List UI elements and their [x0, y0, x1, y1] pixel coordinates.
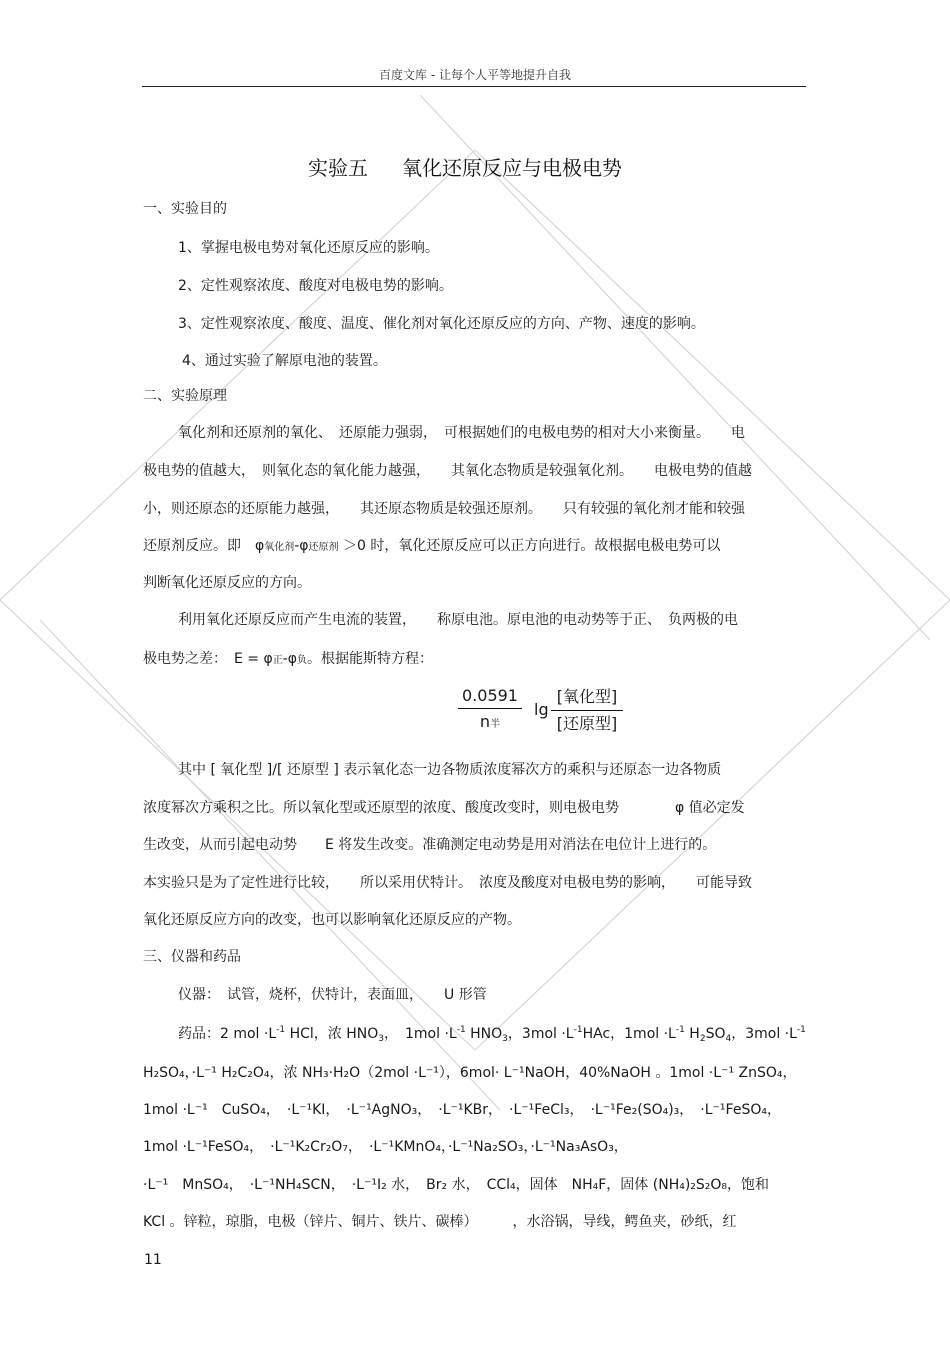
principle-line: 极电势之差： E = φ正-φ负。根据能斯特方程： — [143, 651, 434, 667]
reagents-line: 1mol ·L⁻¹ CuSO₄， ·L⁻¹KI， ·L⁻¹AgNO₃， ·L⁻¹KBr， ·L⁻¹FeCl₃， ·L⁻¹Fe₂(SO₄)₃， ·L⁻¹FeSO₄， — [143, 1102, 781, 1118]
section-heading-aims: 一、实验目的 — [143, 201, 227, 217]
aim-item-3: 3、定性观察浓度、酸度、温度、催化剂对氧化还原反应的方向、产物、速度的影响。 — [178, 316, 705, 332]
title-part1: 实验五 — [308, 156, 368, 180]
principle-line: 利用氧化还原反应而产生电流的装置， 称原电池。原电池的电动势等于正、 负两极的电 — [178, 612, 738, 628]
header-rule — [142, 86, 806, 87]
principle-line: 氧化还原反应方向的改变，也可以影响氧化还原反应的产物。 — [143, 912, 521, 928]
principle-line: 极电势的值越大， 则氧化态的氧化能力越强， 其氧化态物质是较强氧化剂。 电极电势的值越 — [143, 463, 752, 479]
principle-line: 还原剂反应。即 φ氧化剂-φ还原剂 ＞0 时，氧化还原反应可以正方向进行。故根据电极电势可以 — [143, 538, 721, 554]
principle-line: 其中 [ 氧化型 ]/[ 还原型 ] 表示氧化态一边各物质浓度幂次方的乘积与还原态一边各物质 — [178, 762, 722, 778]
principle-line: 浓度幂次方乘积之比。所以氧化型或还原型的浓度、酸度改变时，则电极电势 φ 值必定发 — [143, 800, 745, 816]
instruments-line: 仪器： 试管，烧杯，伏特计，表面皿， U 形管 — [178, 987, 487, 1003]
page-header: 百度文库 - 让每个人平等地提升自我 — [379, 68, 571, 82]
aim-item-2: 2、定性观察浓度、酸度对电极电势的影响。 — [178, 278, 453, 294]
formula-fraction-ratio: [氧化型] [还原型] — [551, 684, 623, 737]
principle-line: 判断氧化还原反应的方向。 — [143, 575, 311, 591]
principle-line: 小，则还原态的还原能力越强， 其还原态物质是较强还原剂。 只有较强的氧化剂才能和较强 — [143, 501, 745, 517]
section-heading-principle: 二、实验原理 — [143, 388, 227, 404]
reagents-line: KCl 。锌粒，琼脂，电极（锌片、铜片、铁片、碳棒） ，水浴锅，导线，鳄鱼夹，砂纸，红 — [143, 1214, 737, 1230]
principle-line: 生改变，从而引起电动势 E 将发生改变。准确测定电动势是用对消法在电位计上进行的。 — [143, 837, 717, 853]
aim-item-4: 4、通过实验了解原电池的装置。 — [182, 353, 387, 369]
formula-log: lg — [534, 700, 549, 719]
formula-fraction-coefficient: 0.0591 n半 — [458, 684, 522, 735]
reagents-line: 药品：2 mol $\cdot L^{-1}$ HCl，浓 $HNO_3$， $1mol \cdot L^{-1}$ $HNO_3$，$3mol \cdot L^{-1}HAc$，$1mol \cdot L^{-1}$ $H_2SO_4$，$3mol \cdot L^{-1}$ — [178, 1025, 806, 1044]
aim-item-1: 1、掌握电极电势对氧化还原反应的影响。 — [178, 240, 439, 256]
reagents-line: ·L⁻¹ MnSO₄， ·L⁻¹NH₄SCN， ·L⁻¹I₂ 水， Br₂ 水， CCl₄，固体 NH₄F，固体 (NH₄)₂S₂O₈，饱和 — [143, 1177, 770, 1193]
section-heading-instruments: 三、仪器和药品 — [143, 949, 241, 965]
page-number: 11 — [144, 1252, 162, 1268]
title-part2: 氧化还原反应与电极电势 — [402, 156, 622, 180]
reagents-line: H₂SO₄，·L⁻¹ H₂C₂O₄，浓 NH₃·H₂O（2mol ·L⁻¹），6mol· L⁻¹NaOH，40%NaOH 。1mol ·L⁻¹ ZnSO₄， — [143, 1065, 797, 1081]
principle-line: 本实验只是为了定性进行比较， 所以采用伏特计。 浓度及酸度对电极电势的影响， 可能导致 — [143, 875, 752, 891]
principle-line: 氧化剂和还原剂的氧化、 还原能力强弱， 可根据她们的电极电势的相对大小来衡量。 电 — [178, 425, 745, 441]
reagents-line: 1mol ·L⁻¹FeSO₄， ·L⁻¹K₂Cr₂O₇， ·L⁻¹KMnO₄，·L⁻¹Na₂SO₃，·L⁻¹Na₃AsO₃， — [143, 1139, 628, 1155]
document-title — [0, 152, 930, 181]
nernst-formula — [458, 684, 638, 744]
